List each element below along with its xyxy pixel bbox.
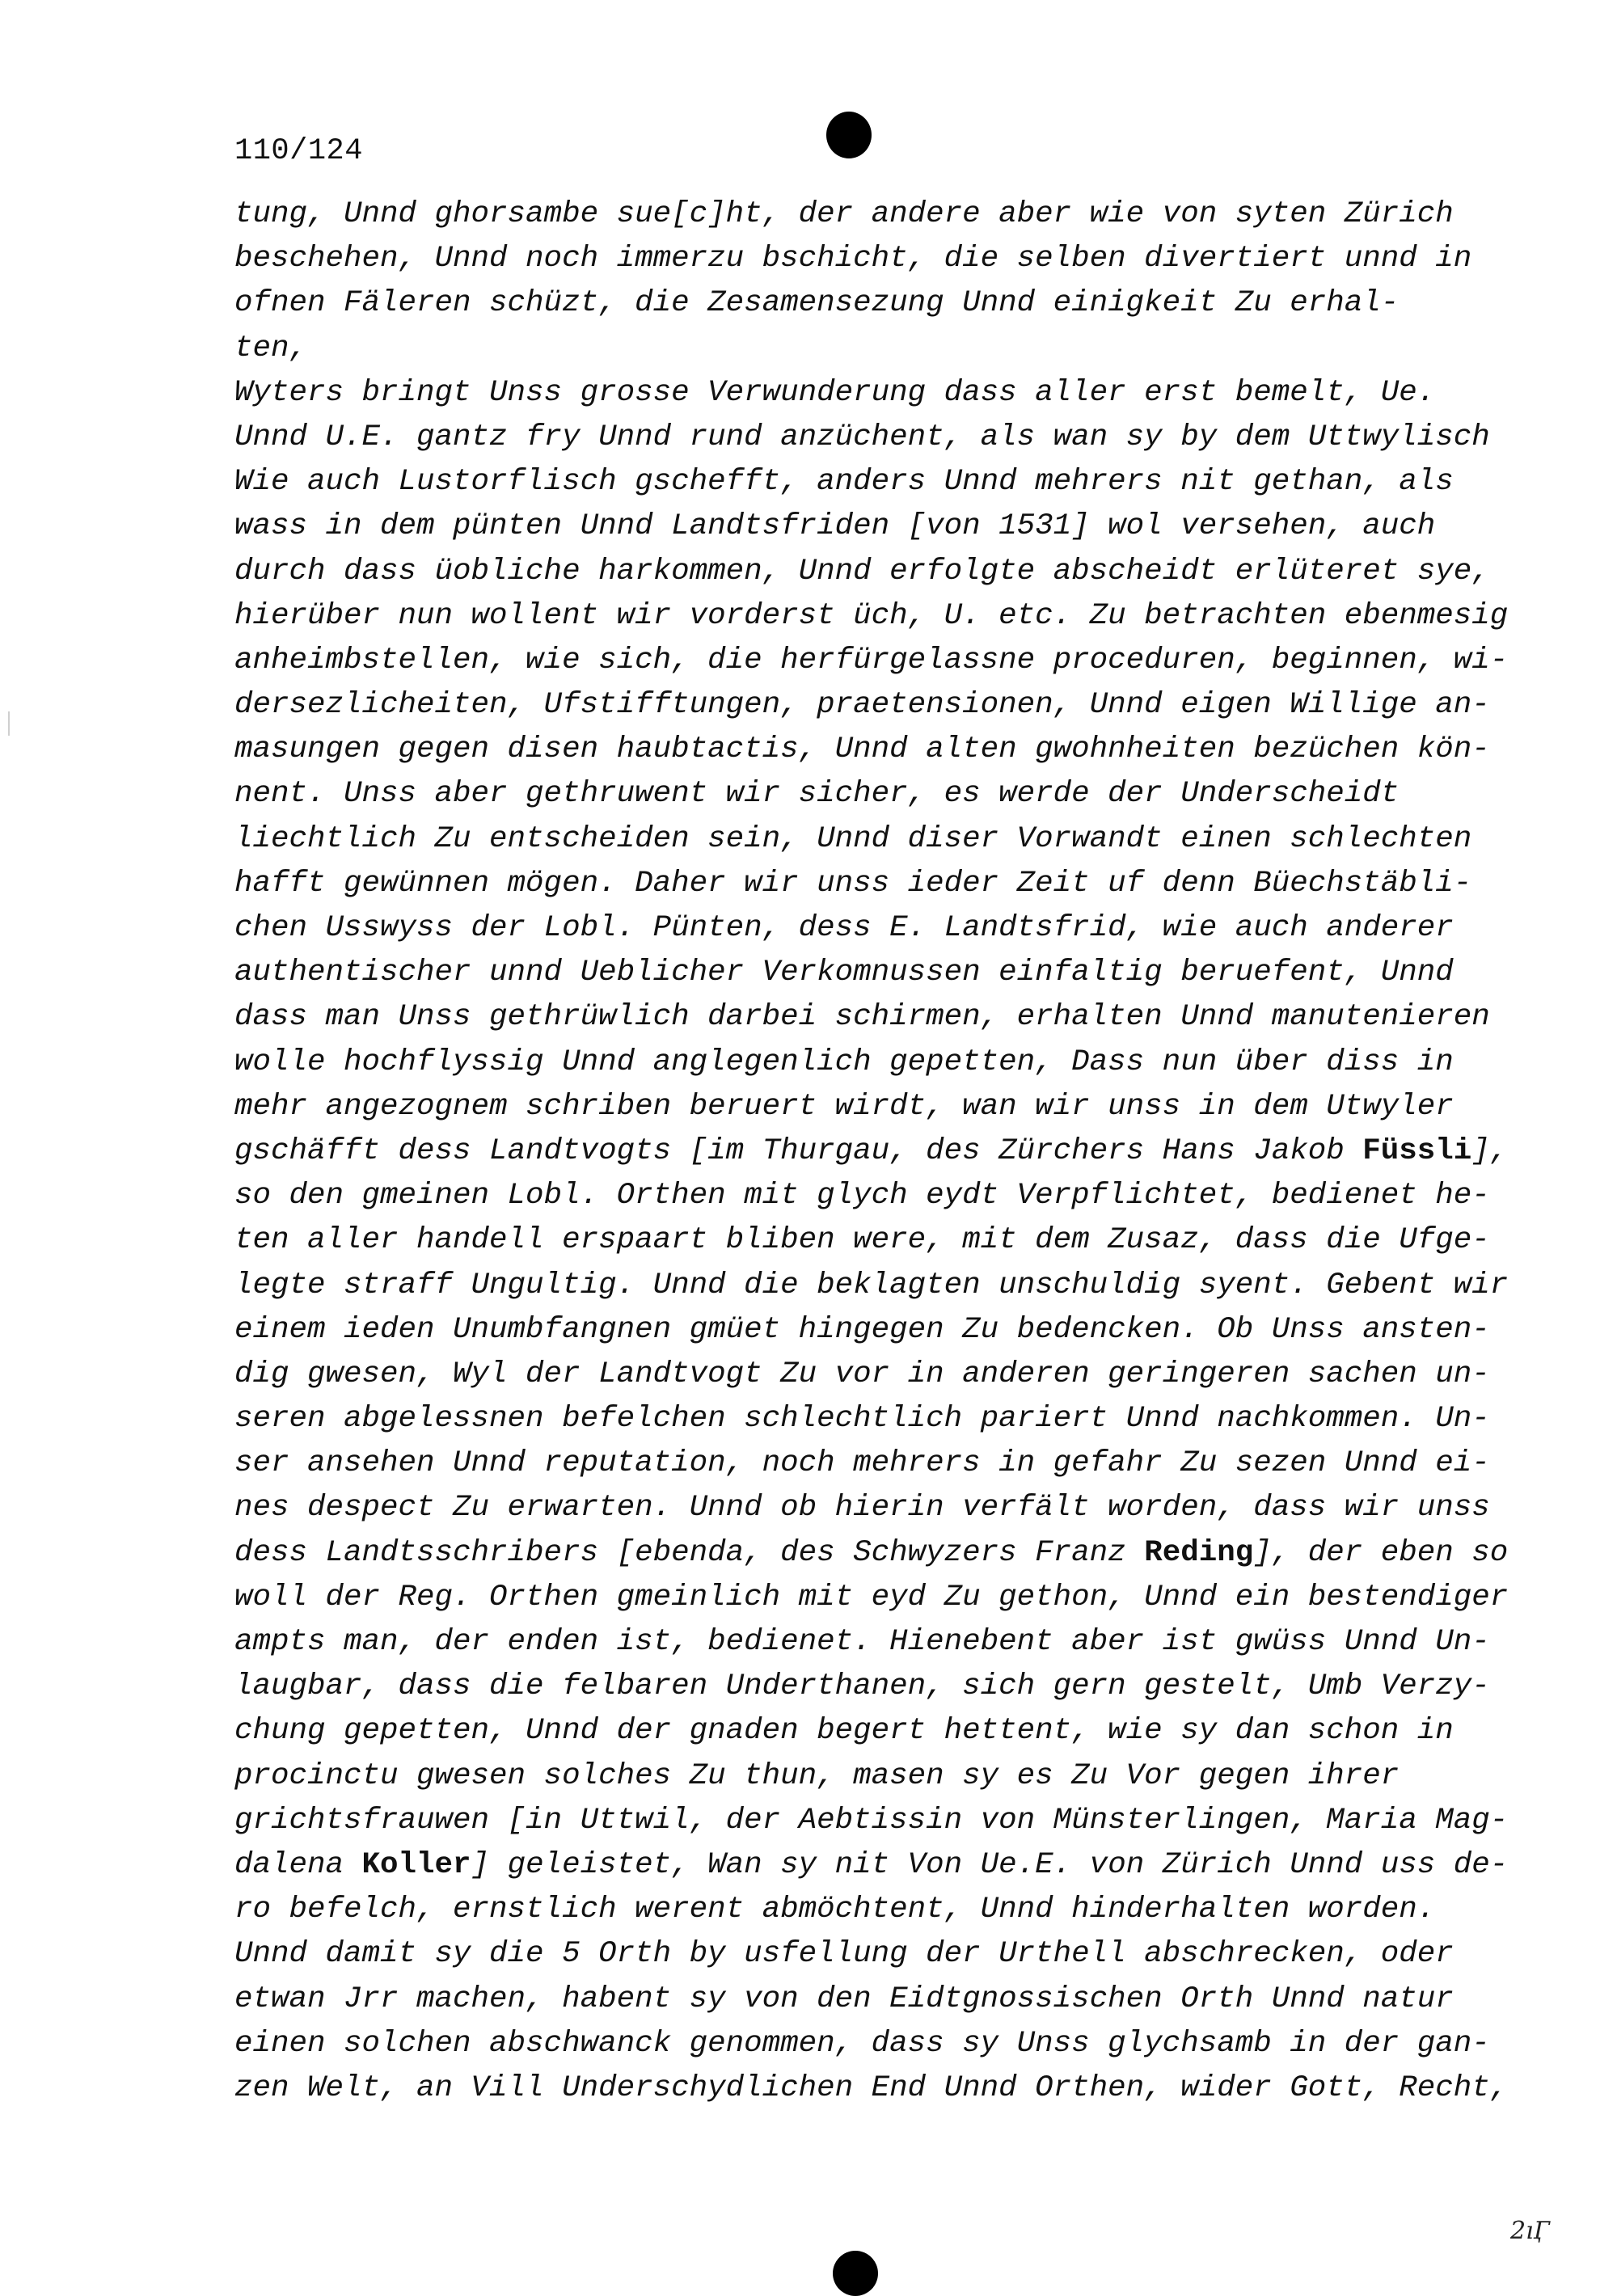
text-line <box>234 1709 1480 1754</box>
text-line <box>234 2066 1509 2111</box>
text-segment: ], <box>1471 1133 1509 1168</box>
text-segment: grichtsfrauwen [in Uttwil, der Aebtissin von Münsterlingen, Maria Mag- <box>234 1803 1509 1838</box>
text-line <box>234 327 1480 371</box>
text-segment: liechtlich Zu entscheiden sein, Unnd diser Vorwandt einen schlechten <box>234 821 1472 856</box>
punch-hole-bottom <box>833 2251 878 2296</box>
text-line <box>234 1843 1509 1888</box>
text-line <box>234 1174 1490 1218</box>
text-segment: beschehen, Unnd noch immerzu bschicht, die selben divertiert unnd in <box>234 242 1472 276</box>
page-number: 110/124 <box>234 134 363 168</box>
text-segment: Wie auch Lustorflisch gschefft, anders Unnd mehrers nit gethan, als <box>234 465 1454 500</box>
text-segment: nes despect Zu erwarten. Unnd ob hierin verfält worden, dass wir unss <box>234 1491 1490 1526</box>
bold-name: Reding <box>1144 1535 1254 1570</box>
text-segment: so den gmeinen Lobl. Orthen mit glych eydt Verpflichtet, bedienet he- <box>234 1179 1490 1213</box>
text-line <box>234 1441 1490 1486</box>
text-line <box>234 1576 1509 1620</box>
text-line <box>234 594 1509 639</box>
text-line <box>234 550 1490 594</box>
text-line <box>234 416 1490 460</box>
handwritten-folio-note: 2ıӶ <box>1510 2217 1550 2245</box>
text-segment: laugbar, dass die felbaren Underthanen, sich gern gestelt, Umb Verzy- <box>234 1669 1490 1704</box>
text-line <box>234 995 1490 1040</box>
text-segment: Unnd damit sy die 5 Orth by usfellung der Urthell abschrecken, oder <box>234 1937 1454 1972</box>
text-line <box>234 1932 1480 1977</box>
text-line <box>234 817 1480 862</box>
text-line <box>234 1754 1480 1799</box>
text-segment: dig gwesen, Wyl der Landtvogt Zu vor in anderen geringeren sachen un- <box>234 1357 1490 1391</box>
text-segment: nent. Unss aber gethruwent wir sicher, es werde der Underscheidt <box>234 777 1400 812</box>
text-segment: einen solchen abschwanck genommen, dass sy Unss glychsamb in der gan- <box>234 2026 1490 2061</box>
text-line <box>234 1620 1490 1665</box>
text-segment: durch dass üobliche harkommen, Unnd erfolgte abscheidt erlüteret sye, <box>234 554 1490 589</box>
text-line <box>234 862 1480 906</box>
text-line <box>234 460 1480 504</box>
text-line <box>234 192 1480 237</box>
text-segment: zen Welt, an Vill Underschydlichen End Unnd Orthen, wider Gott, Recht, <box>234 2070 1509 2105</box>
text-line <box>234 1977 1480 2022</box>
text-segment: legte straff Ungultig. Unnd die beklagten unschuldig syent. Gebent wir <box>234 1268 1509 1302</box>
text-line <box>234 237 1480 281</box>
text-segment: Wyters bringt Unss grosse Verwunderung dass aller erst bemelt, Ue. <box>234 375 1436 410</box>
text-segment: woll der Reg. Orthen gmeinlich mit eyd Zu gethon, Unnd ein bestendiger <box>234 1580 1509 1614</box>
text-segment: Unnd U.E. gantz fry Unnd rund anzüchent, als wan sy by dem Uttwylisch <box>234 420 1490 454</box>
text-segment: wass in dem pünten Unnd Landtsfriden [von 1531] wol versehen, auch <box>234 509 1436 544</box>
text-segment: wolle hochflyssig Unnd anglegenlich gepetten, Dass nun über diss in <box>234 1045 1454 1079</box>
text-segment: hierüber nun wollent wir vorderst üch, U. etc. Zu betrachten ebenmesig <box>234 598 1509 633</box>
text-segment: gschäfft dess Landtvogts [im Thurgau, des Zürchers Hans Jakob <box>234 1133 1363 1168</box>
text-line <box>234 1218 1490 1263</box>
text-segment: ] geleistet, Wan sy nit Von Ue.E. von Zürich Unnd uss de- <box>471 1847 1509 1882</box>
text-line <box>234 1040 1480 1085</box>
text-line <box>234 281 1480 326</box>
text-segment: authentischer unnd Ueblicher Verkomnussen einfaltig beruefent, Unnd <box>234 956 1454 990</box>
text-segment: ro befelch, ernstlich werent abmöchtent, Unnd hinderhalten worden. <box>234 1893 1436 1927</box>
text-line <box>234 1264 1509 1308</box>
text-segment: procinctu gwesen solches Zu thun, masen sy es Zu Vor gegen ihrer <box>234 1758 1400 1793</box>
text-line <box>234 1129 1509 1174</box>
text-line <box>234 1531 1509 1576</box>
text-segment: seren abgelessnen befelchen schlechtlich pariert Unnd nachkommen. Un- <box>234 1402 1490 1437</box>
text-line <box>234 1799 1509 1843</box>
text-segment: etwan Jrr machen, habent sy von den Eidtgnossischen Orth Unnd natur <box>234 1982 1454 2016</box>
scan-edge-mark <box>8 711 10 736</box>
text-segment: mehr angezognem schriben beruert wirdt, wan wir unss in dem Utwyler <box>234 1089 1454 1124</box>
body-text <box>234 192 1509 2111</box>
text-segment: chen Usswyss der Lobl. Pünten, dess E. Landtsfrid, wie auch anderer <box>234 911 1454 945</box>
text-segment: dersezlicheiten, Ufstifftungen, praetensionen, Unnd eigen Willige an- <box>234 688 1490 723</box>
text-line <box>234 1308 1490 1353</box>
text-segment: tung, Unnd ghorsambe sue[c]ht, der andere aber wie von syten Zürich <box>234 197 1454 231</box>
text-segment: ten, <box>234 331 308 365</box>
text-line <box>234 1397 1490 1441</box>
punch-hole-top <box>826 112 872 158</box>
text-line <box>234 2022 1490 2066</box>
text-segment: ser ansehen Unnd reputation, noch mehrers in gefahr Zu sezen Unnd ei- <box>234 1446 1490 1481</box>
text-line <box>234 1888 1480 1932</box>
text-line <box>234 772 1480 817</box>
text-segment: anheimbstellen, wie sich, die herfürgelassne proceduren, beginnen, wi- <box>234 643 1509 677</box>
text-line <box>234 1486 1490 1530</box>
text-line <box>234 906 1480 951</box>
bold-name: Füssli <box>1362 1133 1472 1168</box>
text-line <box>234 504 1480 549</box>
text-line <box>234 951 1480 995</box>
text-line <box>234 639 1509 683</box>
text-segment: ampts man, der enden ist, bedienet. Hienebent aber ist gwüss Unnd Un- <box>234 1625 1490 1659</box>
text-segment: ofnen Fäleren schüzt, die Zesamensezung Unnd einigkeit Zu erhal- <box>234 286 1400 321</box>
text-line <box>234 1665 1490 1709</box>
text-line <box>234 371 1480 416</box>
text-line <box>234 683 1490 728</box>
text-segment: hafft gewünnen mögen. Daher wir unss ieder Zeit uf denn Büechstäbli- <box>234 866 1472 901</box>
text-segment: einem ieden Unumbfangnen gmüet hingegen Zu bedencken. Ob Unss ansten- <box>234 1312 1490 1347</box>
text-segment: ten aller handell erspaart bliben were, mit dem Zusaz, dass die Ufge- <box>234 1223 1490 1258</box>
text-line <box>234 1353 1490 1397</box>
text-segment: masungen gegen disen haubtactis, Unnd alten gwohnheiten bezüchen kön- <box>234 732 1490 767</box>
text-segment: ], der eben so <box>1253 1535 1509 1570</box>
text-segment: chung gepetten, Unnd der gnaden begert hettent, wie sy dan schon in <box>234 1714 1454 1749</box>
bold-name: Koller <box>361 1847 471 1882</box>
text-segment: dass man Unss gethrüwlich darbei schirmen, erhalten Unnd manutenieren <box>234 1000 1490 1035</box>
text-line <box>234 1085 1480 1129</box>
text-segment: dess Landtsschribers [ebenda, des Schwyzers Franz <box>234 1535 1145 1570</box>
text-line <box>234 728 1490 772</box>
text-segment: dalena <box>234 1847 362 1882</box>
